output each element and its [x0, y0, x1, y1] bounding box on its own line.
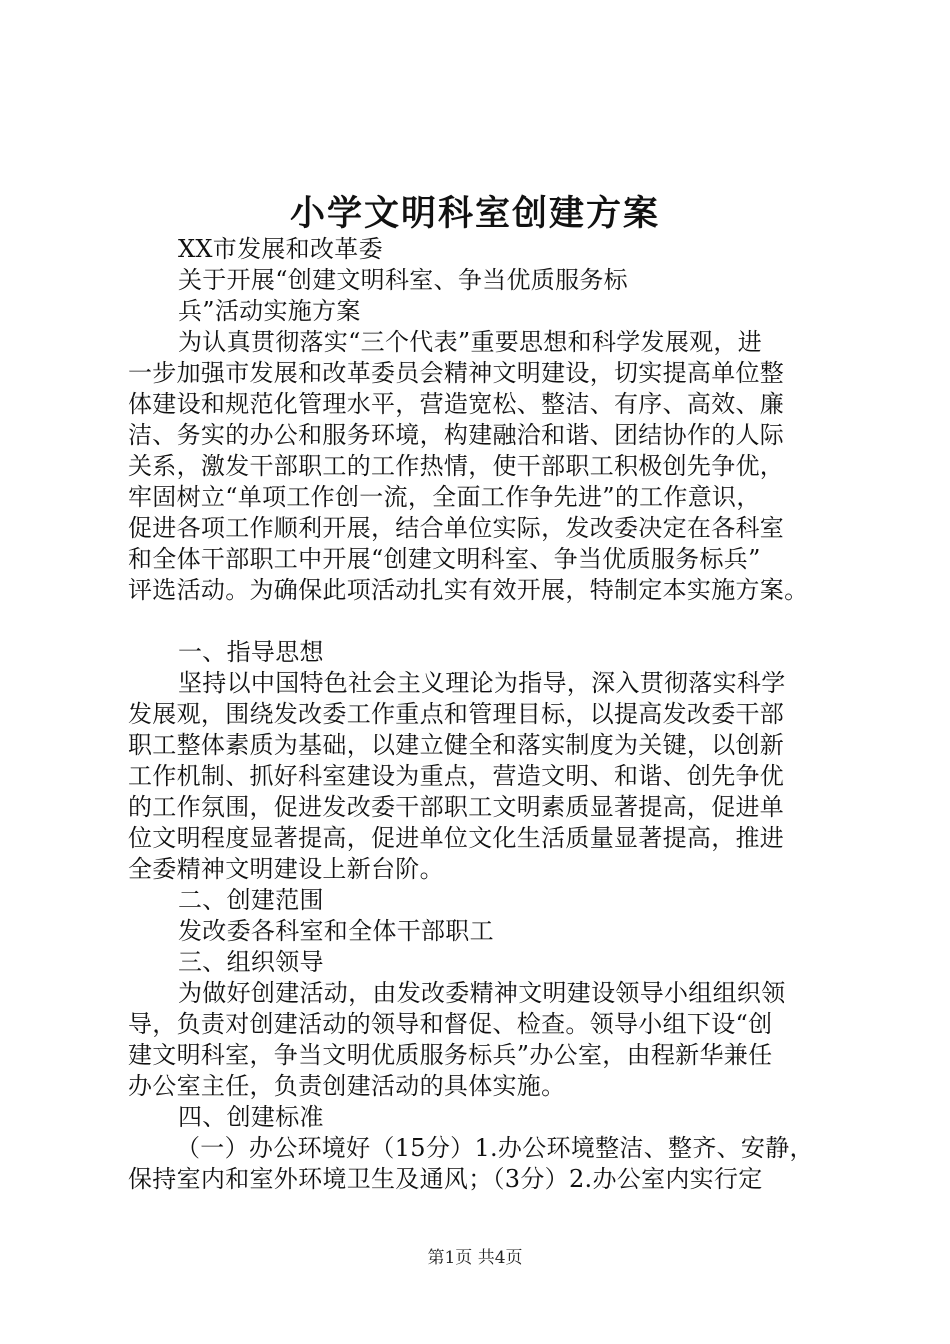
intro-line: 一步加强市发展和改革委员会精神文明建设，切实提高单位整: [128, 359, 785, 387]
section-body-line: 导，负责对创建活动的领导和督促、检查。领导小组下设“创: [128, 1010, 773, 1038]
section-body-line: 职工整体素质为基础，以建立健全和落实制度为关键，以创新: [128, 731, 785, 759]
intro-line: 洁、务实的办公和服务环境，构建融洽和谐、团结协作的人际: [128, 421, 785, 449]
section-body-line: 为做好创建活动，由发改委精神文明建设领导小组组织领: [178, 979, 786, 1007]
section-heading: 一、指导思想: [178, 638, 324, 666]
intro-line: 关系，激发干部职工的工作热情，使干部职工积极创先争优，: [128, 452, 785, 480]
section-body-line: 发改委各科室和全体干部职工: [178, 917, 494, 945]
intro-line: 体建设和规范化管理水平，营造宽松、整洁、有序、高效、廉: [128, 390, 785, 418]
section-body-line: 发展观，围绕发改委工作重点和管理目标，以提高发改委干部: [128, 700, 785, 728]
section-body-line: 办公室主任，负责创建活动的具体实施。: [128, 1072, 566, 1100]
section-body-line: 工作机制、抓好科室建设为重点，营造文明、和谐、创先争优: [128, 762, 785, 790]
intro-line: 牢固树立“单项工作创一流，全面工作争先进”的工作意识，: [128, 483, 761, 511]
header-line: XX市发展和改革委: [178, 235, 383, 263]
intro-line: 促进各项工作顺利开展，结合单位实际，发改委决定在各科室: [128, 514, 785, 542]
section-body-line: 保持室内和室外环境卫生及通风；（3分）2.办公室内实行定: [128, 1165, 763, 1193]
header-line: 关于开展“创建文明科室、争当优质服务标: [178, 266, 628, 294]
section-heading: 三、组织领导: [178, 948, 324, 976]
intro-line: 评选活动。为确保此项活动扎实有效开展，特制定本实施方案。: [128, 576, 809, 604]
document-body: [128, 234, 858, 1195]
intro-line: 为认真贯彻落实“三个代表”重要思想和科学发展观，进: [178, 328, 763, 356]
section-body-line: （一）办公环境好（15分）1.办公环境整洁、整齐、安静，: [176, 1134, 814, 1162]
section-heading: 四、创建标准: [178, 1103, 324, 1131]
section-body-line: 的工作氛围，促进发改委干部职工文明素质显著提高，促进单: [128, 793, 785, 821]
intro-line: 和全体干部职工中开展“创建文明科室、争当优质服务标兵”: [128, 545, 761, 573]
document-title: 小学文明科室创建方案: [289, 193, 660, 234]
section-body-line: 建文明科室，争当文明优质服务标兵”办公室，由程新华兼任: [128, 1041, 773, 1069]
section-body-line: 全委精神文明建设上新台阶。: [128, 855, 444, 883]
header-line: 兵”活动实施方案: [178, 297, 361, 325]
paragraph-gap: [128, 606, 858, 637]
section-heading: 二、创建范围: [178, 886, 324, 914]
section-body-line: 位文明程度显著提高，促进单位文化生活质量显著提高，推进: [128, 824, 785, 852]
page-footer: 第1页 共4页: [427, 1248, 523, 1268]
section-body-line: 坚持以中国特色社会主义理论为指导，深入贯彻落实科学: [178, 669, 786, 697]
